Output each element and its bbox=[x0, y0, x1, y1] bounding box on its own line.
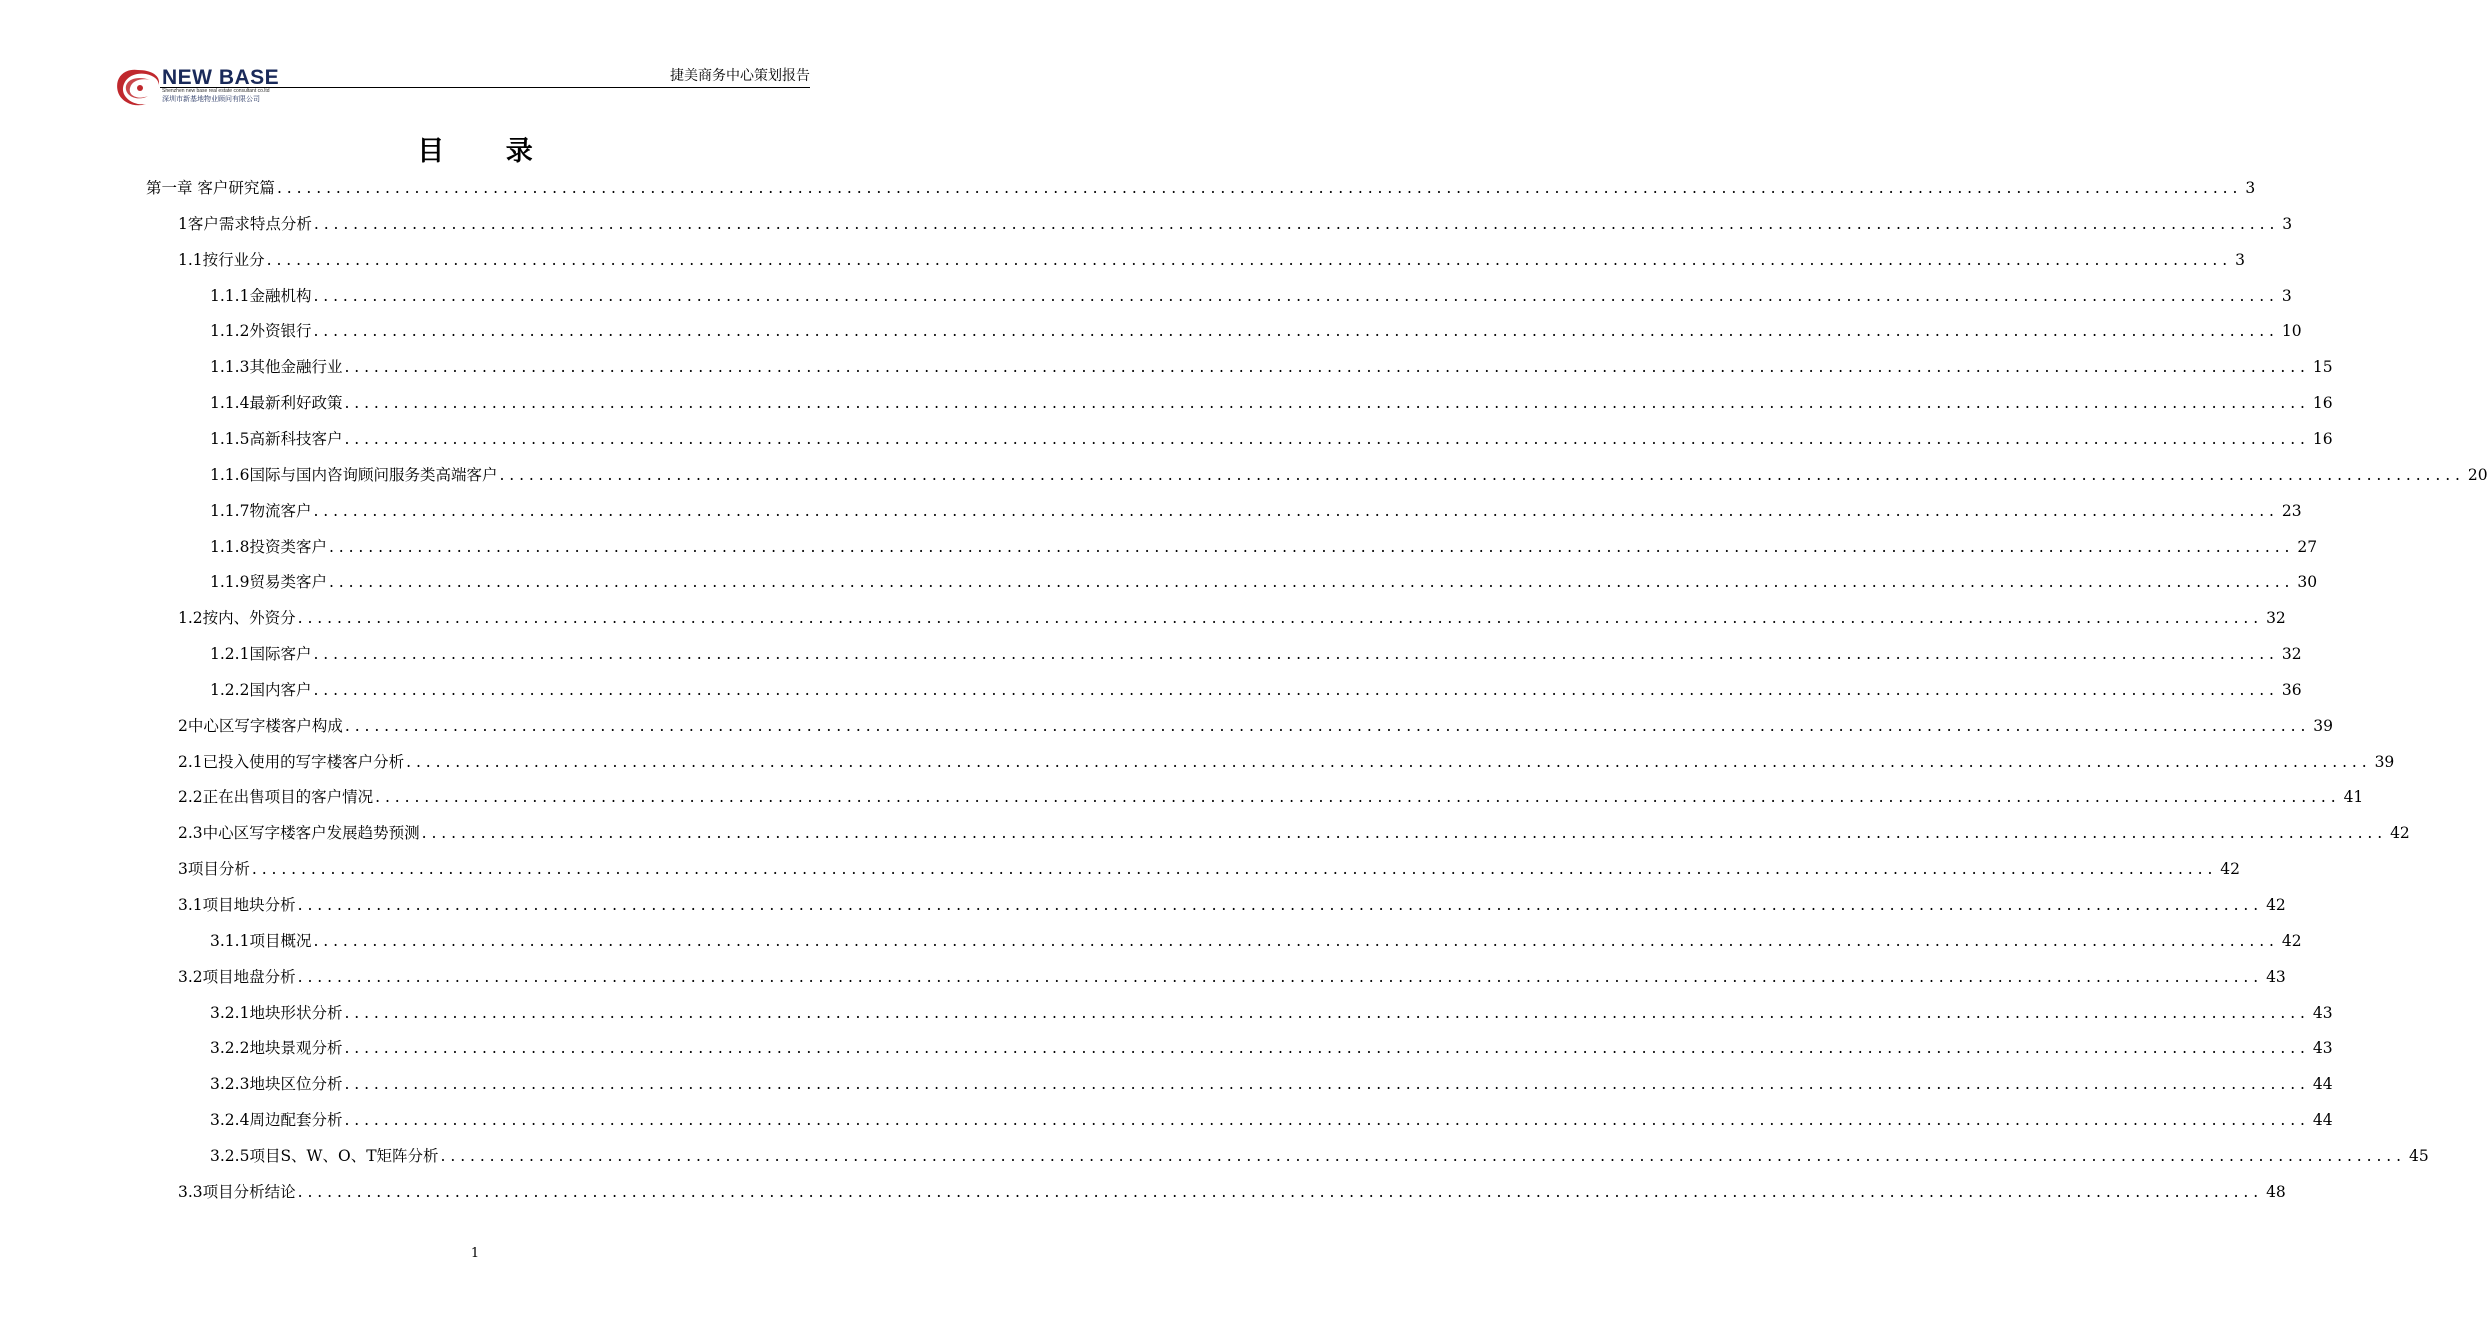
toc-dot-leader: ........................................................................................................................................................................................................ bbox=[313, 286, 2279, 305]
toc-entry-page: 15 bbox=[2312, 358, 2333, 377]
toc-entry-label: 2.3中心区写字楼客户发展趋势预测 bbox=[178, 824, 420, 843]
toc-entry-page: 16 bbox=[2312, 394, 2333, 413]
toc-entry-page: 23 bbox=[2281, 501, 2302, 520]
toc-entry-page: 36 bbox=[2281, 680, 2302, 699]
page-header bbox=[112, 62, 810, 110]
toc-entry-label: 1.1按行业分 bbox=[178, 250, 265, 269]
toc-entry-page: 16 bbox=[2312, 429, 2333, 448]
toc-entry[interactable] bbox=[210, 391, 2333, 415]
toc-dot-leader: ........................................................................................................................................................................................................ bbox=[328, 537, 2295, 556]
toc-entry-page: 20 bbox=[2467, 465, 2488, 484]
toc-entry[interactable] bbox=[178, 606, 2286, 630]
toc-entry-label: 1.1.2外资银行 bbox=[210, 322, 312, 341]
toc-dot-leader: ........................................................................................................................................................................................................ bbox=[344, 1039, 2310, 1058]
toc-entry-page: 42 bbox=[2220, 860, 2241, 879]
toc-entry-label: 2.2正在出售项目的客户情况 bbox=[178, 788, 374, 807]
toc-entry-label: 2.1已投入使用的写字楼客户分析 bbox=[178, 752, 405, 771]
toc-entry-page: 42 bbox=[2281, 931, 2302, 950]
toc-entry[interactable] bbox=[178, 248, 2245, 272]
toc-dot-leader: ........................................................................................................................................................................................................ bbox=[313, 645, 2279, 664]
toc-entry-page: 3 bbox=[2282, 214, 2293, 233]
toc-dot-leader: ........................................................................................................................................................................................................ bbox=[440, 1146, 2406, 1165]
toc-entry-label: 1.1.1金融机构 bbox=[210, 286, 312, 305]
toc-entry[interactable] bbox=[210, 284, 2292, 308]
toc-entry-page: 42 bbox=[2266, 896, 2286, 914]
toc-entry[interactable] bbox=[210, 678, 2302, 702]
toc-entry-page: 3 bbox=[2245, 179, 2256, 197]
toc-entry[interactable] bbox=[178, 965, 2286, 989]
toc-entry-label: 1.2.2国内客户 bbox=[210, 680, 312, 699]
toc-entry-page: 44 bbox=[2312, 1111, 2333, 1130]
toc-entry[interactable] bbox=[178, 821, 2410, 845]
toc-entry-label: 3.2.4周边配套分析 bbox=[210, 1111, 343, 1130]
toc-entry-label: 1.1.5高新科技客户 bbox=[210, 429, 343, 448]
toc-entry-label: 2中心区写字楼客户构成 bbox=[178, 716, 343, 735]
toc-dot-leader: ........................................................................................................................................................................................................ bbox=[328, 573, 2295, 592]
toc-entry[interactable] bbox=[210, 319, 2302, 343]
toc-entry[interactable] bbox=[178, 785, 2364, 809]
toc-entry-page: 10 bbox=[2281, 322, 2302, 341]
toc-dot-leader: ........................................................................................................................................................................................................ bbox=[313, 214, 2280, 233]
toc-dot-leader: ........................................................................................................................................................................................................ bbox=[297, 896, 2264, 914]
toc-entry[interactable] bbox=[146, 176, 2256, 200]
toc-entry-page: 41 bbox=[2343, 788, 2364, 807]
toc-heading: 目 录 bbox=[417, 136, 559, 167]
toc-dot-leader: ........................................................................................................................................................................................................ bbox=[499, 465, 2465, 484]
toc-entry-label: 3.2.5项目S、W、O、T矩阵分析 bbox=[210, 1146, 439, 1165]
toc-entry[interactable] bbox=[210, 427, 2333, 451]
toc-dot-leader: ........................................................................................................................................................................................................ bbox=[313, 680, 2279, 699]
toc-dot-leader: ........................................................................................................................................................................................................ bbox=[344, 1003, 2310, 1022]
toc-entry-label: 1.1.3其他金融行业 bbox=[210, 358, 343, 377]
toc-entry-page: 48 bbox=[2266, 1182, 2286, 1201]
toc-entry-label: 1.1.9贸易类客户 bbox=[210, 573, 327, 592]
toc-dot-leader: ........................................................................................................................................................................................................ bbox=[344, 394, 2310, 413]
toc-entry-label: 1.1.8投资类客户 bbox=[210, 537, 327, 556]
toc-dot-leader: ........................................................................................................................................................................................................ bbox=[344, 358, 2310, 377]
toc-entry-page: 3 bbox=[2235, 250, 2245, 269]
toc-entry[interactable] bbox=[210, 463, 2488, 487]
toc-entry-page: 45 bbox=[2408, 1146, 2429, 1165]
header-divider bbox=[160, 87, 810, 88]
toc-entry[interactable] bbox=[210, 1036, 2333, 1060]
toc-entry-page: 43 bbox=[2312, 1003, 2333, 1022]
toc-entry[interactable] bbox=[210, 1001, 2333, 1025]
toc-entry-page: 43 bbox=[2312, 1039, 2333, 1058]
toc-entry-label: 1.1.7物流客户 bbox=[210, 501, 312, 520]
toc-entry-label: 3.2.1地块形状分析 bbox=[210, 1003, 343, 1022]
toc-dot-leader: ........................................................................................................................................................................................................ bbox=[421, 824, 2388, 843]
toc-entry-label: 3.2.2地块景观分析 bbox=[210, 1039, 343, 1058]
toc-entry[interactable] bbox=[178, 893, 2286, 917]
toc-entry-page: 42 bbox=[2390, 824, 2410, 843]
toc-entry[interactable] bbox=[178, 212, 2293, 236]
toc-dot-leader: ........................................................................................................................................................................................................ bbox=[313, 322, 2279, 341]
logo-swirl-icon bbox=[112, 64, 164, 110]
toc-entry[interactable] bbox=[210, 1108, 2333, 1132]
toc-dot-leader: ........................................................................................................................................................................................................ bbox=[375, 788, 2341, 807]
toc-entry-page: 39 bbox=[2313, 716, 2334, 735]
toc-entry-label: 3.1项目地块分析 bbox=[178, 896, 296, 914]
toc-entry-label: 3.2项目地盘分析 bbox=[178, 967, 296, 986]
toc-entry-label: 1.1.4最新利好政策 bbox=[210, 394, 343, 413]
logo-company-name: 深圳市新基地物业顾问有限公司 bbox=[162, 95, 260, 103]
toc-dot-leader: ........................................................................................................................................................................................................ bbox=[297, 609, 2264, 628]
toc-dot-leader: ........................................................................................................................................................................................................ bbox=[344, 429, 2310, 448]
toc-entry-page: 32 bbox=[2266, 609, 2286, 628]
toc-entry-label: 3.1.1项目概况 bbox=[210, 931, 312, 950]
toc-entry-label: 3项目分析 bbox=[178, 860, 250, 879]
page-number: 1 bbox=[470, 1246, 480, 1261]
toc-entry-label: 1.2.1国际客户 bbox=[210, 645, 312, 664]
toc-dot-leader: ........................................................................................................................................................................................................ bbox=[313, 931, 2279, 950]
toc-entry[interactable] bbox=[178, 750, 2395, 774]
logo-subtitle: Shenzhen new base real estate consultant co.ltd bbox=[162, 88, 270, 94]
toc-entry-label: 1.2按内、外资分 bbox=[178, 609, 296, 628]
toc-entry-label: 3.3项目分析结论 bbox=[178, 1182, 296, 1201]
toc-entry-page: 30 bbox=[2297, 573, 2318, 592]
toc-dot-leader: ........................................................................................................................................................................................................ bbox=[406, 752, 2372, 771]
toc-entry[interactable] bbox=[178, 1180, 2286, 1204]
toc-dot-leader: ........................................................................................................................................................................................................ bbox=[313, 501, 2279, 520]
toc-entry[interactable] bbox=[210, 1144, 2429, 1168]
toc-entry-label: 3.2.3地块区位分析 bbox=[210, 1075, 343, 1094]
logo-text: NEW BASE bbox=[162, 66, 280, 89]
toc-entry[interactable] bbox=[210, 499, 2302, 523]
toc-entry-label: 1.1.6国际与国内咨询顾问服务类高端客户 bbox=[210, 465, 498, 484]
toc-entry-page: 44 bbox=[2312, 1075, 2333, 1094]
toc-dot-leader: ........................................................................................................................................................................................................ bbox=[344, 716, 2311, 735]
toc-entry-page: 3 bbox=[2281, 286, 2292, 305]
toc-entry[interactable] bbox=[210, 642, 2302, 666]
toc-entry[interactable] bbox=[210, 355, 2333, 379]
toc-entry[interactable] bbox=[210, 929, 2302, 953]
toc-dot-leader: ........................................................................................................................................................................................................ bbox=[297, 1182, 2264, 1201]
toc-dot-leader: ........................................................................................................................................................................................................ bbox=[266, 250, 2233, 269]
toc-dot-leader: ........................................................................................................................................................................................................ bbox=[297, 967, 2264, 986]
toc-entry[interactable] bbox=[178, 857, 2241, 881]
toc-entry[interactable] bbox=[178, 714, 2334, 738]
toc-entry-page: 39 bbox=[2374, 752, 2395, 771]
toc-entry-page: 27 bbox=[2297, 537, 2318, 556]
toc-entry-label: 1客户需求特点分析 bbox=[178, 214, 312, 233]
document-title: 捷美商务中心策划报告 bbox=[670, 68, 810, 84]
toc-entry-page: 32 bbox=[2281, 645, 2302, 664]
toc-entry[interactable] bbox=[210, 535, 2318, 559]
toc-entry-label: 第一章 客户研究篇 bbox=[146, 179, 275, 197]
toc-dot-leader: ........................................................................................................................................................................................................ bbox=[251, 860, 2218, 879]
toc-dot-leader: ........................................................................................................................................................................................................ bbox=[344, 1111, 2310, 1130]
toc-dot-leader: ........................................................................................................................................................................................................ bbox=[344, 1075, 2310, 1094]
toc-entry[interactable] bbox=[210, 570, 2318, 594]
toc-dot-leader: ........................................................................................................................................................................................................ bbox=[276, 179, 2243, 197]
toc-entry-page: 43 bbox=[2266, 967, 2286, 986]
toc-entry[interactable] bbox=[210, 1072, 2333, 1096]
